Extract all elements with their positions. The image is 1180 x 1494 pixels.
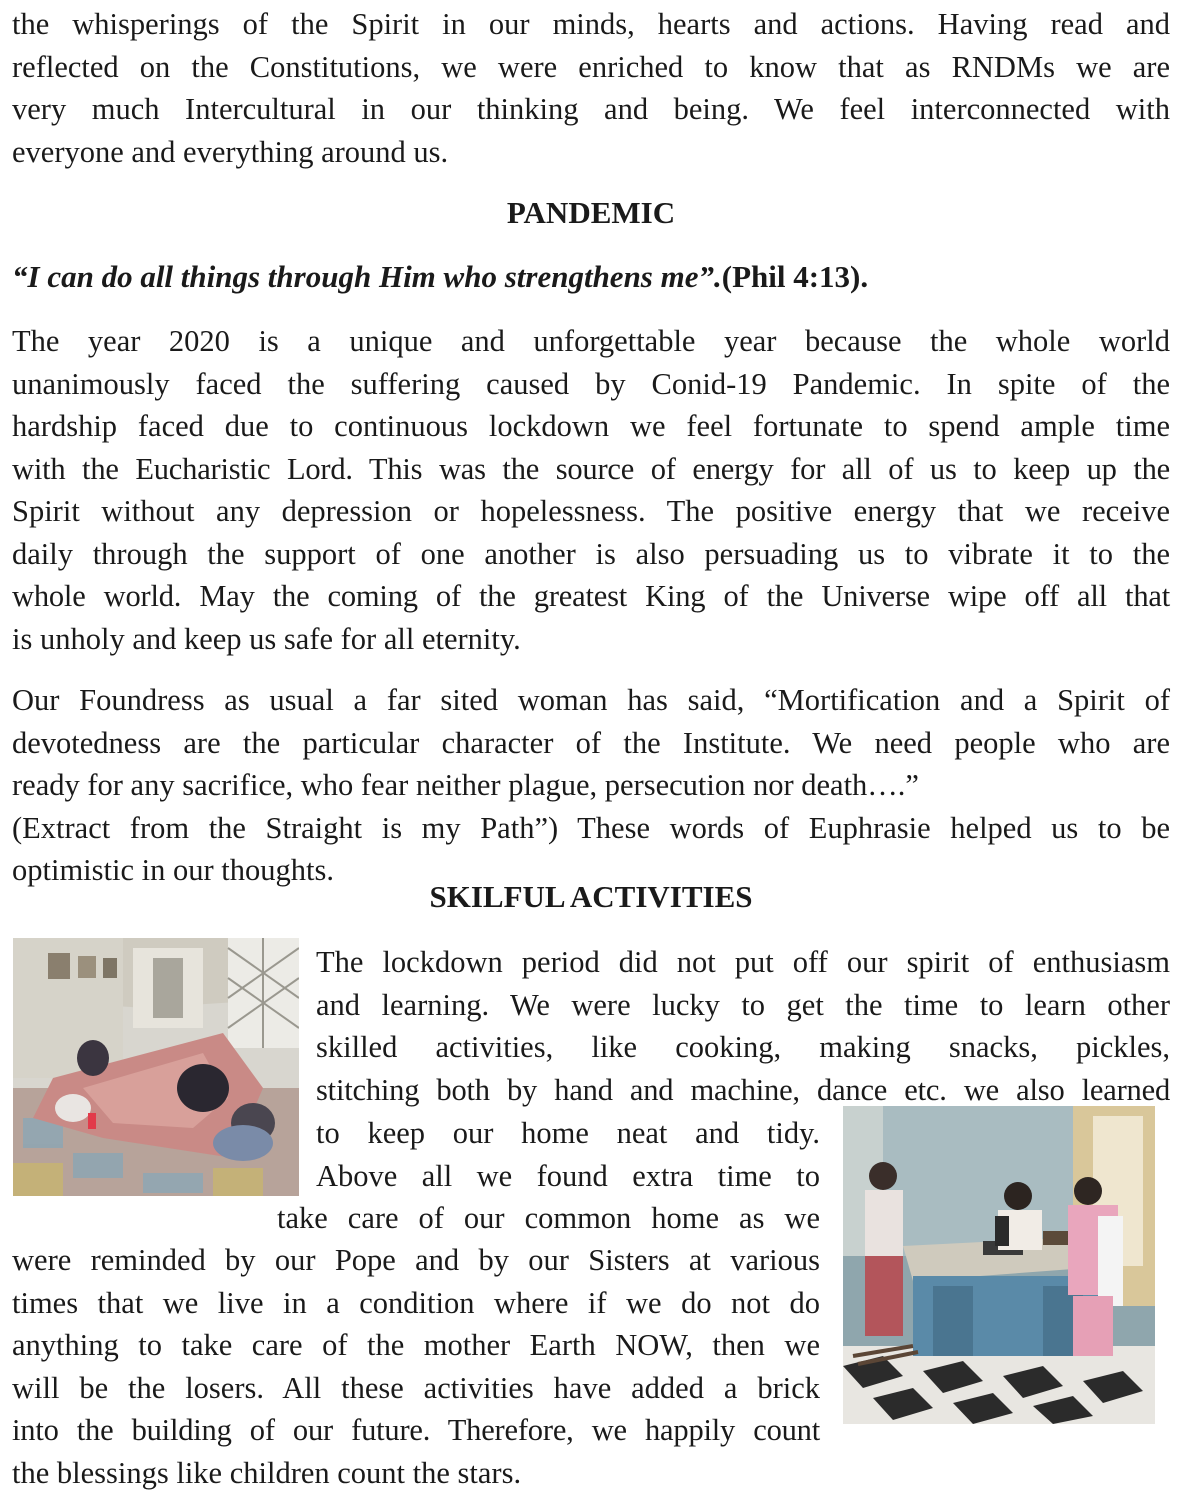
text-line: Above all we found extra time to	[316, 1155, 820, 1198]
text-line: Spirit without any depression or hopelessness. The positive energy that we receive	[12, 490, 1170, 533]
section-heading-skilful-activities: SKILFUL ACTIVITIES	[12, 876, 1170, 918]
text-line: were reminded by our Pope and by our Sisters at various	[12, 1239, 820, 1282]
text-line: reflected on the Constitutions, we were enriched to know that as RNDMs we are	[12, 46, 1170, 89]
text-line: the whisperings of the Spirit in our minds, hearts and actions. Having read and	[12, 3, 1170, 46]
text-line: optimistic in our thoughts.	[12, 849, 1170, 892]
bible-verse	[12, 256, 1170, 298]
text-line: (Extract from the Straight is my Path”) These words of Euphrasie helped us to be	[12, 807, 1170, 850]
text-line: ready for any sacrifice, who fear neither plague, persecution nor death….”	[12, 764, 1170, 807]
text-line: hardship faced due to continuous lockdown we feel fortunate to spend ample time	[12, 405, 1170, 448]
text-line: everyone and everything around us.	[12, 131, 1170, 174]
text-line: unanimously faced the suffering caused by Conid-19 Pandemic. In spite of the	[12, 363, 1170, 406]
verse-reference: (Phil 4:13).	[722, 259, 868, 294]
text-line: The lockdown period did not put off our spirit of enthusiasm	[316, 941, 1170, 984]
text-line: is unholy and keep us safe for all eternity.	[12, 618, 1170, 661]
skilful-paragraph-part-c	[277, 1197, 820, 1240]
text-line: devotedness are the particular character of the Institute. We need people who are	[12, 722, 1170, 765]
skilful-paragraph-part-a	[316, 941, 1170, 1111]
skilful-paragraph-part-d	[12, 1239, 820, 1494]
text-line: take care of our common home as we	[277, 1197, 820, 1240]
text-line: whole world. May the coming of the greatest King of the Universe wipe off all that	[12, 575, 1170, 618]
pandemic-paragraph-1	[12, 320, 1170, 660]
section-heading-pandemic: PANDEMIC	[12, 192, 1170, 234]
stitching-photo	[13, 938, 299, 1196]
text-line: will be the losers. All these activities have added a brick	[12, 1367, 820, 1410]
intro-paragraph	[12, 3, 1170, 173]
cooking-photo	[843, 1106, 1155, 1424]
text-line: into the building of our future. Therefore, we happily count	[12, 1409, 820, 1452]
text-line: stitching both by hand and machine, dance etc. we also learned	[316, 1069, 1170, 1112]
text-line: the blessings like children count the stars.	[12, 1452, 820, 1494]
text-line: anything to take care of the mother Earth NOW, then we	[12, 1324, 820, 1367]
pandemic-paragraph-2	[12, 679, 1170, 892]
text-line: and learning. We were lucky to get the time to learn other	[316, 984, 1170, 1027]
text-line: The year 2020 is a unique and unforgettable year because the whole world	[12, 320, 1170, 363]
text-line: to keep our home neat and tidy.	[316, 1112, 820, 1155]
skilful-paragraph-part-b	[316, 1112, 820, 1197]
text-line: Our Foundress as usual a far sited woman has said, “Mortification and a Spirit of	[12, 679, 1170, 722]
verse-quote: “I can do all things through Him who strengthens me”.	[12, 259, 722, 294]
text-line: times that we live in a condition where if we do not do	[12, 1282, 820, 1325]
text-line: with the Eucharistic Lord. This was the source of energy for all of us to keep up the	[12, 448, 1170, 491]
text-line: very much Intercultural in our thinking and being. We feel interconnected with	[12, 88, 1170, 131]
text-line: daily through the support of one another is also persuading us to vibrate it to the	[12, 533, 1170, 576]
text-line: skilled activities, like cooking, making snacks, pickles,	[316, 1026, 1170, 1069]
